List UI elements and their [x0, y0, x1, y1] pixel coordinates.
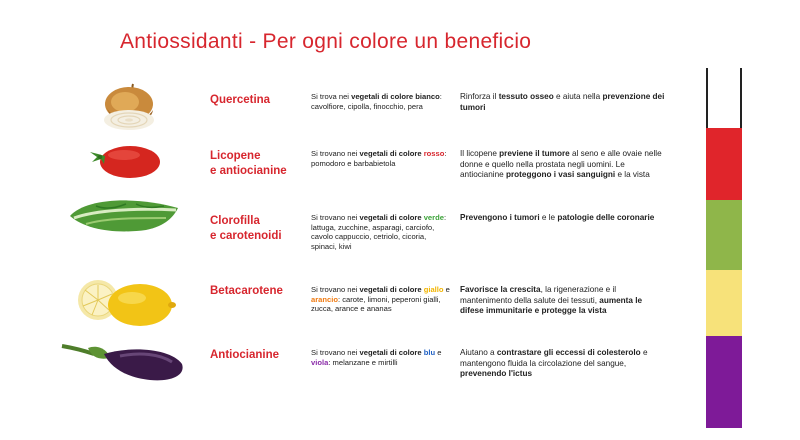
eggplant-icon	[60, 340, 188, 386]
text-run: Si trovano nei	[311, 285, 360, 294]
highlighted-text: viola	[311, 357, 329, 367]
highlighted-text: Favorisce la crescita	[460, 285, 541, 294]
highlighted-text: vegetali di colore	[359, 213, 424, 222]
benefit-text	[460, 285, 665, 317]
text-run: : melanzane e mirtilli	[328, 357, 398, 367]
highlighted-text: prevenendo l'ictus	[460, 369, 533, 379]
text-run: e le	[539, 213, 558, 222]
text-run: Si trova nei	[311, 92, 352, 101]
text-run: : carote, limoni, peperoni gialli, zucca, arance e ananas	[311, 294, 441, 314]
text-run: e	[435, 348, 442, 357]
text-run: : pomodoro e barbabietola	[311, 149, 447, 168]
benefit-text	[460, 213, 665, 224]
text-run: : lattuga, zucchine, asparagi, carciofo, cavolo cappuccio, cetriolo, cicoria, spinaci, kiwi	[311, 213, 447, 252]
highlighted-text: tessuto osseo	[498, 92, 554, 101]
benefit-text	[460, 92, 665, 113]
text-run: e la vista	[615, 170, 650, 180]
text-run: Rinforza il	[460, 92, 499, 101]
text-run: al seno e alle ovaie nelle donne e quello nella prostata negli uomini. Le antiocianine	[460, 149, 662, 180]
text-run: e mantengono fluida la circolazione del sangue,	[460, 348, 648, 368]
text-run: Si trovano nei	[311, 149, 360, 158]
antioxidant-name: Clorofilla e carotenoidi	[210, 215, 282, 242]
text-run: e aiuta nella	[553, 92, 603, 101]
antioxidant-name: Licopene e antiocianine	[210, 150, 287, 177]
highlighted-text: rosso	[423, 149, 445, 158]
benefit-text	[460, 348, 665, 380]
tube-segment-violet	[706, 336, 742, 428]
highlighted-text: vegetali di colore	[359, 149, 424, 158]
where-found-text	[311, 149, 453, 168]
lemon-icon	[72, 278, 178, 328]
highlighted-text: Prevengono i tumori	[460, 213, 540, 222]
highlighted-text: arancio	[311, 294, 339, 304]
tube-segment-green	[706, 200, 742, 270]
color-scale-tube	[706, 68, 742, 428]
highlighted-text: aumenta le difese immunitarie e protegge la vista	[460, 295, 643, 316]
where-found-text	[311, 285, 453, 314]
text-run: Aiutano a	[460, 348, 497, 357]
text-run: Si trovano nei	[311, 213, 360, 222]
onion-icon	[95, 82, 161, 136]
tube-right-edge	[740, 68, 742, 128]
highlighted-text: patologie delle coronarie	[557, 213, 655, 222]
text-run: : cavolfiore, cipolla, finocchio, pera	[311, 92, 442, 111]
highlighted-text: contrastare gli eccessi di colesterolo	[496, 348, 641, 357]
text-run: Si trovano nei	[311, 348, 360, 357]
highlighted-text: giallo	[423, 285, 444, 294]
antioxidant-name: Quercetina	[210, 94, 271, 106]
antioxidant-name: Antiocianine	[210, 349, 280, 361]
text-run: e	[443, 285, 450, 294]
tube-segment-red	[706, 128, 742, 200]
text-run: , la rigenerazione e il mantenimento della salute dei tessuti,	[460, 285, 617, 305]
where-found-text	[311, 348, 453, 367]
highlighted-text: prevenzione dei tumori	[460, 92, 665, 112]
antioxidant-name: Betacarotene	[210, 285, 283, 297]
where-found-text	[311, 213, 453, 252]
highlighted-text: vegetali di colore	[359, 348, 424, 357]
tube-segment-yellow	[706, 270, 742, 336]
page-title: Antiossidanti - Per ogni colore un beneficio	[120, 30, 532, 53]
highlighted-text: vegetali di colore bianco	[351, 92, 440, 101]
tube-left-edge	[706, 68, 708, 128]
tomato-icon	[88, 140, 164, 180]
highlighted-text: proteggono i vasi sanguigni	[505, 170, 616, 180]
text-run: Il licopene	[460, 149, 500, 158]
highlighted-text: blu	[423, 348, 436, 357]
highlighted-text: previene il tumore	[499, 149, 570, 158]
where-found-text	[311, 92, 453, 111]
highlighted-text: verde	[423, 213, 444, 222]
lettuce-icon	[66, 196, 184, 234]
highlighted-text: vegetali di colore	[359, 285, 424, 294]
benefit-text	[460, 149, 665, 181]
